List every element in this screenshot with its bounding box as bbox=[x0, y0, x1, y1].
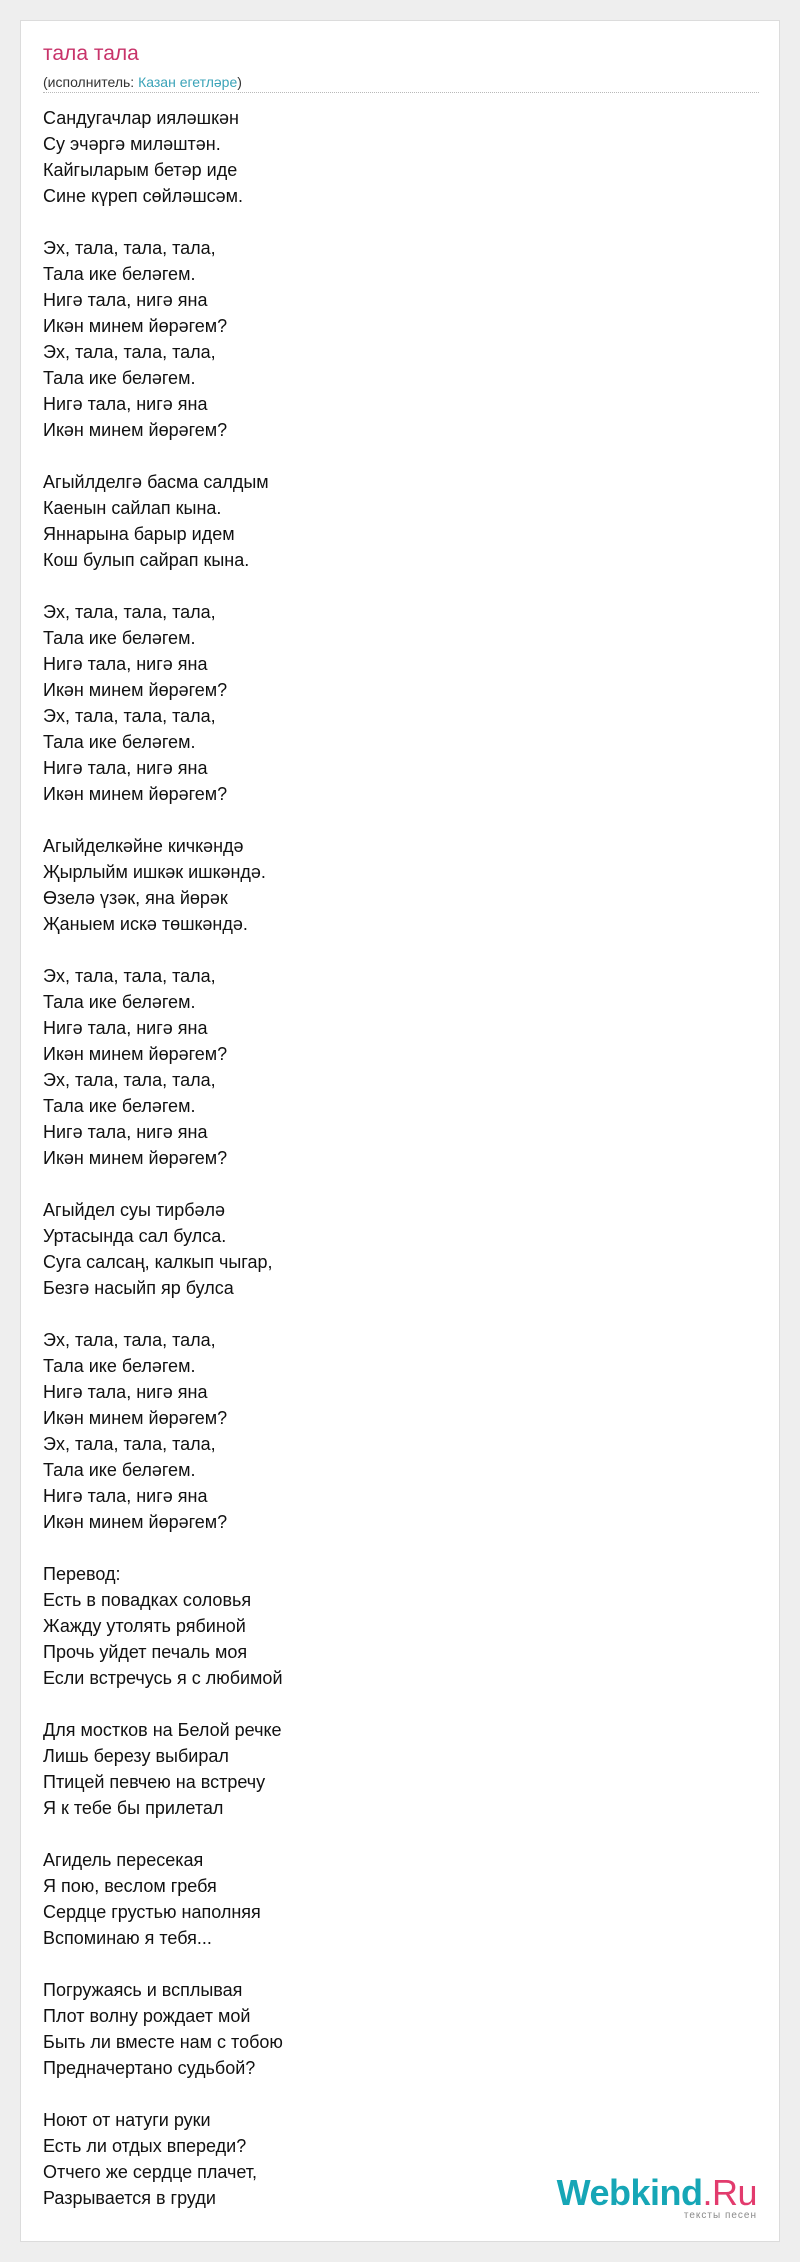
lyric-line: Эх, тала, тала, тала, bbox=[43, 238, 216, 258]
lyric-line: Сандугачлар иялəшкəн bbox=[43, 108, 239, 128]
lyric-line: Эх, тала, тала, тала, bbox=[43, 966, 216, 986]
lyric-line: Нигə тала, нигə яна bbox=[43, 1486, 208, 1506]
content-card bbox=[20, 20, 780, 2242]
lyric-line: Агыйдел суы тирбəлə bbox=[43, 1200, 226, 1220]
logo-domain: .Ru bbox=[702, 2172, 757, 2213]
lyric-line: Сине күреп сөйлəшсəм. bbox=[43, 186, 244, 206]
lyric-line: Икəн минем йөрəгем? bbox=[43, 784, 228, 804]
logo-name: Webkind bbox=[556, 2172, 703, 2213]
title-divider bbox=[43, 92, 759, 93]
lyric-line: Для мостков на Белой речке bbox=[43, 1720, 282, 1740]
lyric-line: Плот волну рождает мой bbox=[43, 2006, 251, 2026]
lyric-line: Нигə тала, нигə яна bbox=[43, 1018, 208, 1038]
artist-suffix: ) bbox=[237, 74, 242, 90]
logo-tagline: тексты песен bbox=[683, 2210, 757, 2221]
logo-wordmark bbox=[557, 2174, 757, 2212]
lyric-line: Яннарына барыр идем bbox=[43, 524, 235, 544]
stanza bbox=[43, 599, 743, 807]
stanza bbox=[43, 1977, 743, 2081]
lyric-line: Я пою, веслом гребя bbox=[43, 1876, 217, 1896]
lyric-line: Нигə тала, нигə яна bbox=[43, 1122, 208, 1142]
artist-line bbox=[43, 73, 242, 91]
lyric-line: Эх, тала, тала, тала, bbox=[43, 706, 216, 726]
lyric-line: Нигə тала, нигə яна bbox=[43, 654, 208, 674]
lyric-line: Каенын сайлап кына. bbox=[43, 498, 222, 518]
lyric-line: Икəн минем йөрəгем? bbox=[43, 316, 228, 336]
lyric-line: Икəн минем йөрəгем? bbox=[43, 420, 228, 440]
lyric-line: Икəн минем йөрəгем? bbox=[43, 1512, 228, 1532]
lyric-line: Быть ли вместе нам с тобою bbox=[43, 2032, 283, 2052]
artist-link[interactable]: Казан егетләре bbox=[138, 74, 238, 90]
lyric-line: Ноют от натуги руки bbox=[43, 2110, 211, 2130]
lyric-line: Погружаясь и всплывая bbox=[43, 1980, 243, 2000]
lyric-line: Тала ике белəгем. bbox=[43, 368, 196, 388]
lyric-line: Кош булып сайрап кына. bbox=[43, 550, 250, 570]
lyric-line: Агыйлделгə басма салдым bbox=[43, 472, 269, 492]
lyric-line: Икəн минем йөрəгем? bbox=[43, 1044, 228, 1064]
lyric-line: Нигə тала, нигə яна bbox=[43, 758, 208, 778]
stanza bbox=[43, 105, 743, 209]
lyric-line: Есть в повадках соловья bbox=[43, 1590, 252, 1610]
stanza bbox=[43, 235, 743, 443]
lyric-line: Нигə тала, нигə яна bbox=[43, 394, 208, 414]
lyric-line: Лишь березу выбирал bbox=[43, 1746, 229, 1766]
artist-prefix: (исполнитель: bbox=[43, 74, 139, 90]
lyric-line: Вспоминаю я тебя... bbox=[43, 1928, 212, 1948]
lyric-line: Разрывается в груди bbox=[43, 2188, 216, 2208]
stanza bbox=[43, 963, 743, 1171]
lyric-line: Тала ике белəгем. bbox=[43, 628, 196, 648]
site-logo[interactable] bbox=[557, 2174, 757, 2221]
stanza bbox=[43, 469, 743, 573]
lyric-line: Эх, тала, тала, тала, bbox=[43, 1434, 216, 1454]
stanza bbox=[43, 1717, 743, 1821]
stanza bbox=[43, 1847, 743, 1951]
lyric-line: Су эчəргə милəштəн. bbox=[43, 134, 221, 154]
lyric-line: Прочь уйдет печаль моя bbox=[43, 1642, 248, 1662]
lyric-line: Тала ике белəгем. bbox=[43, 1096, 196, 1116]
lyrics-body bbox=[43, 105, 743, 2237]
lyric-line: Жажду утолять рябиной bbox=[43, 1616, 246, 1636]
lyric-line: Нигə тала, нигə яна bbox=[43, 290, 208, 310]
lyric-line: Суга салсаң, калкып чыгар, bbox=[43, 1252, 273, 1272]
lyric-line: Икəн минем йөрəгем? bbox=[43, 1408, 228, 1428]
lyric-line: Икəн минем йөрəгем? bbox=[43, 680, 228, 700]
lyric-line: Если встречусь я с любимой bbox=[43, 1668, 283, 1688]
lyric-line: Сердце грустью наполняя bbox=[43, 1902, 261, 1922]
lyric-line: Тала ике белəгем. bbox=[43, 1460, 196, 1480]
lyric-line: Тала ике белəгем. bbox=[43, 1356, 196, 1376]
lyric-line: Я к тебе бы прилетал bbox=[43, 1798, 224, 1818]
lyric-line: Агидель пересекая bbox=[43, 1850, 204, 1870]
lyric-line: Җырлыйм ишкəк ишкəндə. bbox=[43, 862, 266, 882]
lyric-line: Эх, тала, тала, тала, bbox=[43, 1330, 216, 1350]
lyric-line: Җаныем искə төшкəндə. bbox=[43, 914, 248, 934]
stanza bbox=[43, 1327, 743, 1535]
lyric-line: Есть ли отдых впереди? bbox=[43, 2136, 247, 2156]
lyric-line: Өзелə үзəк, яна йөрəк bbox=[43, 888, 228, 908]
lyric-line: Икəн минем йөрəгем? bbox=[43, 1148, 228, 1168]
lyric-line: Тала ике белəгем. bbox=[43, 992, 196, 1012]
lyric-line: Перевод: bbox=[43, 1564, 121, 1584]
lyric-line: Безгə насыйп яр булса bbox=[43, 1278, 234, 1298]
lyric-line: Тала ике белəгем. bbox=[43, 732, 196, 752]
lyric-line: Эх, тала, тала, тала, bbox=[43, 602, 216, 622]
lyric-line: Эх, тала, тала, тала, bbox=[43, 1070, 216, 1090]
lyric-line: Предначертано судьбой? bbox=[43, 2058, 256, 2078]
lyric-line: Эх, тала, тала, тала, bbox=[43, 342, 216, 362]
stanza bbox=[43, 1197, 743, 1301]
lyric-line: Нигə тала, нигə яна bbox=[43, 1382, 208, 1402]
lyric-line: Отчего же сердце плачет, bbox=[43, 2162, 258, 2182]
lyric-line: Уртасында сал булса. bbox=[43, 1226, 227, 1246]
lyric-line: Птицей певчею на встречу bbox=[43, 1772, 266, 1792]
stanza bbox=[43, 833, 743, 937]
lyric-line: Кайгыларым бетəр иде bbox=[43, 160, 238, 180]
song-title: тала тала bbox=[43, 42, 139, 65]
stanza bbox=[43, 1561, 743, 1691]
lyric-line: Агыйделкəйне кичкəндə bbox=[43, 836, 244, 856]
lyric-line: Тала ике белəгем. bbox=[43, 264, 196, 284]
